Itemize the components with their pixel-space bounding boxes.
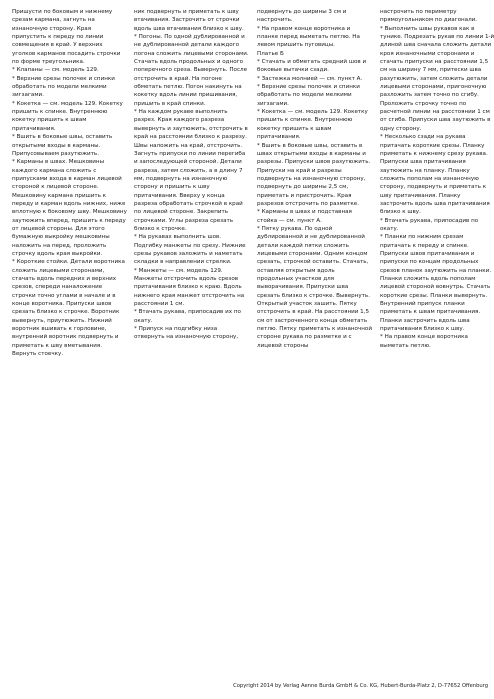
section-heading: Платье Б [257,50,284,57]
paragraph: подвернуть до ширины 3 см и настрочить. [257,9,347,24]
paragraph: * Кокетка — см. модель 129. Кокетку пришить к спинке. Внутреннюю кокетку пришить к швам притачивания. [257,109,368,141]
paragraph: * Стачать и обметать средний шов и боковые вытачки сзади. [257,59,367,74]
text-column-4 [380,8,494,350]
paragraph: ник подвернуть и приметать к шву втачивания. Застрочить от строчки вдоль шва втачивания близко к шву. [134,9,244,32]
paragraph: * Пятку рукава. По одной дублированной и не дублированной детали каждой пятки сложить лицевыми сторонами. Одним концом срезать, строчкой оставить. Стачать, оставляя открытым вдоль продольных участков для выворачивания. Припуски шва срезать близко к строчке. Вывернуть. Открытый участок зашить. Пятку отстрочить в край. На расстоянии 1,5 см от застроченного конца обметать петлю. Пятку приметать к изнаночной стороне рукава по разметке и с лицевой стороны [257,225,372,349]
paragraph: * На каждом рукаве выполнить разрез. Края каждого разреза вывернуть и заутюжить, отстрочить в край на расстоянии близко к разрезу. Швы наложить на край, отстрочить. Загнуть припуски по линии перегиба и запоследующей стороной. Детали разреза, затем сложить, а в длину 7 мм, подвернуть на изнаночную сторону и пришить к шву притачивания. Вверху у конца разреза обработать строчкой в край по лицевой стороне. Закрепить строчками. Углы разреза срезать близко к строчке. [134,109,248,232]
paragraph: * Несколько сзади на рукава притачать короткие срезы. Планку приметать к нижнему срезу рукава. Припуски шва притачивания заутюжить на планку. Планку сложить пополам на изнаночную сторону, подвернуть и приметать к шву притачивания. Планку застрочить вдоль шва притачивания близко к шву. [380,134,490,216]
paragraph: * Манжеты — см. модель 129. Манжеты отстрочить вдоль срезов притачивания близко к краю. Вдоль нижнего края манжет отстрочить на расстоянии 1 см. [134,267,245,308]
paragraph: * Втачать рукава, припосадив их по окату. [134,309,241,324]
paragraph: * Выполнить швы рукавов как в тунике. Подрезать рукав по линии 1-й длиной шва сначала сложить детали кроя изнаночными сторонами и стачать припуски на расстоянии 1,5 см на ширину 7 мм, притески шва разутюжить, затем сложить детали лицевыми сторонами, пригоночную разложить затем точно по сгибу. Проложить строчку точно по расчетной линии на расстоянии 1 см от сгиба. Припуски шва заутюжить в одну сторону. [380,25,494,132]
paragraph: * Вшить в боковые швы, оставить открытыми входы в карманы. Припусовываем разутюжить. [12,134,113,157]
paragraph: * Карманы в швах. Мешковины каждого кармана сложить с припусками входа в карман лицевой стороной к лицевой стороне. Мешковину кармана пришить к переду и карман вдоль нижних, ниже вплотную к боковому шву. Мешковину заутюжить вперед, пришить к переду от лицевой стороны. Для этого бумажную выкройку мешковины наложить на перед, проложить строчку вдоль края выкройки. [12,159,127,257]
paragraph: * Верхние срезы полочек и спинки обработать по модели мелкими зигзагами. [257,84,360,107]
paragraph: * Клапаны — см. модель 129. [12,67,99,74]
text-column-3 [257,8,372,350]
paragraph: * Вшить в боковые швы, оставить в швах открытыми входы в карманы и разрезы. Припуски швов разутюжить. Припуски на край и разрезы подвернуть на изнаночную сторону, подвернуть до ширины 2,5 см, приметать и пристрочить. Края разрезов отстрочить по разметке. [257,142,371,207]
paragraph: * Верхние срезы полочек и спинки обработать по модели мелкими зигзагами. [12,75,115,99]
paragraph: * На правом конце воротника выметать петлю. [380,334,468,349]
paragraph: * На правом конце воротника и планке перед выметать петлю. На левом пришить пуговицы. [257,25,360,49]
text-column-1 [12,8,127,358]
paragraph: * Припуск на подгибку низа отвернуть на изнаночную сторону, [134,326,239,341]
paragraph: * Втачать рукава, припосадив по окату. [380,217,479,232]
paragraph: * Застежка молнией — см. пункт А. [257,75,363,82]
paragraph: * Погоны. По одной дублированной и не дублированной детали каждого погона сложить лицевыми сторонами. Стачать вдоль продольных и одного поперечного среза. Вывернуть. После отстрочить в край. На погоне обметать петлю. Погон накинуть на кокетку вдоль линии пришивания, пришить в край спинки. [134,34,249,107]
text-column-2 [134,8,249,342]
paragraph: * Планки по нижним срезам притачать к переду и спинке. Припуски швов притачивания и припуски по концам продольных срезов планок заутюжить на планки. Планки сложить вдоль пополам лицевой стороной вовнутрь. Стачать короткие срезы. Планки вывернуть. Внутренний припуск планки приметать к швам притачивания. Планки застрочить вдоль шва притачивания близко к шву. [380,234,492,333]
paragraph: * Карманы в швах и подставная стойка — см. пункт А. [257,209,352,224]
paragraph: * Короткие стойки. Детали воротника сложить лицевыми сторонами, стачать вдоль передних и верхних срезов, спереди наналожение строчки точно углами в начале и в конце воротника. Припуски швов срезать близко к строчке. Воротник вывернуть, приутюжить. Нижний воротник вшивать к горловине, внутренний воротник подвернуть и приметать к шву вметывания. Вернуть стоечку. [12,259,125,358]
paragraph: * На рукавах выполнить шов. Подгибку манжеты по срезу. Нижние срезы рукавов заложить и наметать складки в направлении стрелки. [134,234,246,266]
paragraph: Пришусти по боковым и нижнему срезам кармана, загнуть на изнаночную сторону. Края припустить к переду по линии совмещения в край. У верхних уголков карманов посадить строчки по форме треугольника. [12,9,121,66]
copyright-footer: Copyright 2014 by Verlag Aenne Burda GmbH & Co. KG, Hubert-Burda-Platz 2, D-77652 Offenburg [233,683,488,689]
paragraph: * Кокетка — см. модель 129. Кокетку пришить к спинке. Внутреннюю кокетку пришить к швам притачивания. [12,100,123,132]
paragraph: настрочить по периметру прямоугольником по диагонали. [380,9,478,24]
